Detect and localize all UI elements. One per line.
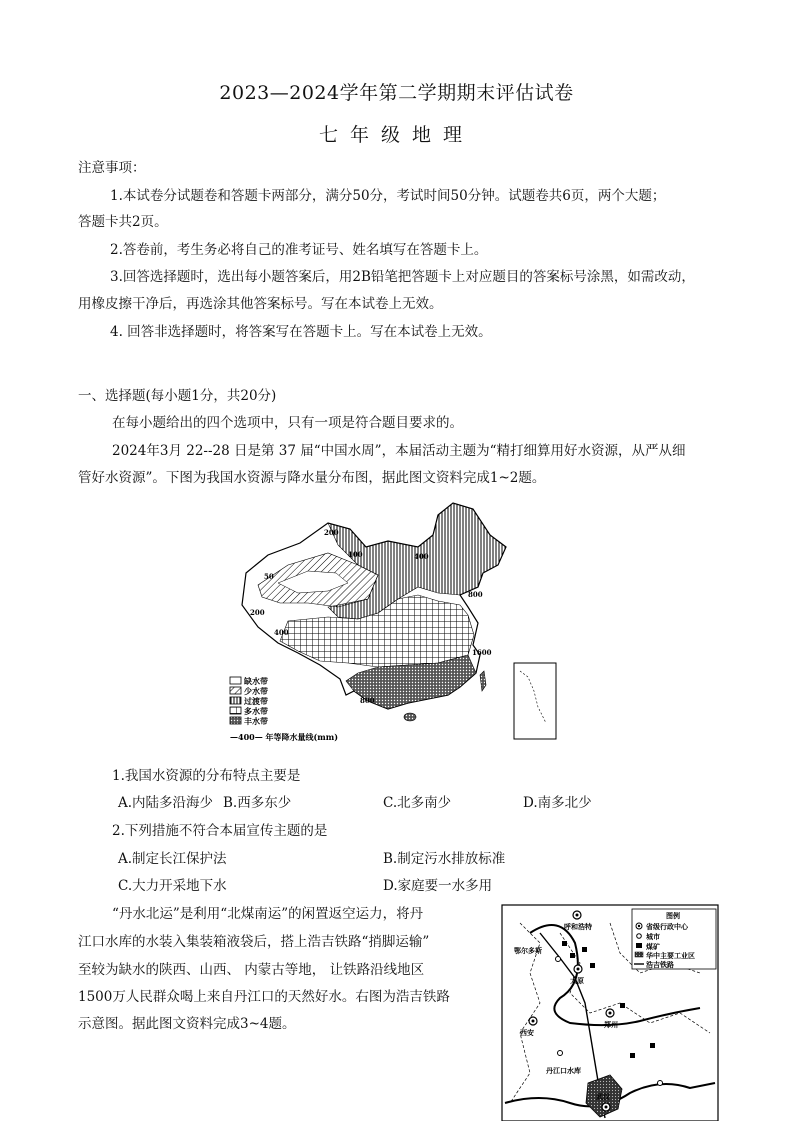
intro-line: 管好水资源”。下图为我国水资源与降水量分布图，据此图文资料完成1~2题。	[78, 470, 546, 486]
legend-label: 煤矿	[646, 942, 660, 951]
place-label: 丹江口水库	[546, 1066, 581, 1075]
question-option: A.制定长江保护法	[118, 851, 227, 867]
isoline-label: 100	[348, 550, 363, 559]
notice-item: 答题卡共2页。	[78, 214, 168, 230]
notice-item: 2.答卷前，考生务必将自己的准考证号、姓名填写在答题卡上。	[110, 242, 488, 258]
isoline-label: 200	[250, 608, 265, 617]
place-label: 西安	[520, 1028, 534, 1037]
place-label: 鄂尔多斯	[514, 946, 542, 955]
passage-line: 示意图。据此图文资料完成3~4题。	[78, 1016, 296, 1032]
intro-line: 2024年3月 22--28 日是第 37 届“中国水周”，本届活动主题为“精打细算用好水资源，从严从细	[112, 443, 686, 459]
place-label: 武汉	[596, 1092, 610, 1101]
isoline-label: 400	[414, 552, 429, 561]
passage-line: 江口水库的水装入集装箱液袋后，搭上浩吉铁路“捎脚运输”	[78, 934, 430, 950]
haoji-railway-map	[500, 903, 720, 1121]
question-option: B.制定污水排放标准	[383, 851, 506, 867]
section-instruction: 在每小题给出的四个选项中，只有一项是符合题目要求的。	[112, 415, 463, 431]
legend-title: 图例	[666, 911, 680, 920]
china-water-map-graphic	[228, 495, 568, 755]
place-label: 郑州	[604, 1020, 618, 1029]
passage-line: 至较为缺水的陕西、山西、 内蒙古等地， 让铁路沿线地区	[78, 962, 425, 978]
legend-label: 省级行政中心	[646, 922, 688, 931]
isoline-label: 400	[274, 628, 289, 637]
legend-label: 缺水带	[244, 676, 268, 686]
notice-item: 3.回答选择题时，选出每小题答案后，用2B铅笔把答题卡上对应题目的答案标号涂黑，如需改动，	[110, 269, 695, 285]
legend-label: 少水带	[244, 686, 268, 696]
notice-item: 用橡皮擦干净后，再选涂其他答案标号。写在本试卷上无效。	[78, 296, 443, 312]
isoline-label: 50	[264, 572, 274, 581]
china-water-map	[228, 495, 568, 755]
legend-label: 浩吉铁路	[646, 960, 674, 969]
question-stem: 1.我国水资源的分布特点主要是	[112, 768, 301, 784]
question-option: C.大力开采地下水	[118, 878, 227, 894]
section-heading: 一、选择题(每小题1分，共20分)	[78, 388, 277, 404]
exam-subtitle: 七年级地理	[318, 124, 474, 146]
passage-line: “丹水北运”是利用“北煤南运”的闲置返空运力，将丹	[112, 906, 424, 922]
place-label: 太原	[570, 976, 584, 985]
legend-label: 华中主要工业区	[646, 951, 695, 960]
legend-label: 丰水带	[244, 716, 268, 726]
isoline-label: 800	[468, 590, 483, 599]
haoji-railway-map-graphic	[500, 903, 720, 1121]
passage-line: 1500万人民群众喝上来自丹江口的天然好水。右图为浩吉铁路	[78, 989, 450, 1005]
isoline-label: 200	[324, 528, 339, 537]
exam-title: 2023—2024学年第二学期期末评估试卷	[219, 82, 574, 104]
question-option: B.西多东少	[223, 795, 292, 811]
legend-label: 过渡带	[244, 696, 268, 706]
legend-label: 多水带	[244, 706, 268, 716]
question-option: C.北多南少	[383, 795, 452, 811]
notice-item: 4. 回答非选择题时，将答案写在答题卡上。写在本试卷上无效。	[110, 324, 492, 340]
question-option: A.内陆多沿海少	[118, 795, 214, 811]
question-stem: 2.下列措施不符合本届宣传主题的是	[112, 823, 328, 839]
notice-item: 1.本试卷分试题卷和答题卡两部分，满分50分，考试时间50分钟。试题卷共6页，两个大题；	[110, 188, 666, 204]
isoline-label: 800	[360, 696, 375, 705]
question-option: D.家庭要一水多用	[383, 878, 493, 894]
question-option: D.南多北少	[523, 795, 592, 811]
notice-heading: 注意事项：	[78, 160, 146, 176]
isoline-label: 1600	[472, 648, 492, 657]
place-label: 呼和浩特	[564, 922, 592, 931]
legend-label: 城市	[646, 932, 660, 941]
isoline-legend: —400— 年等降水量线(mm)	[230, 732, 338, 742]
